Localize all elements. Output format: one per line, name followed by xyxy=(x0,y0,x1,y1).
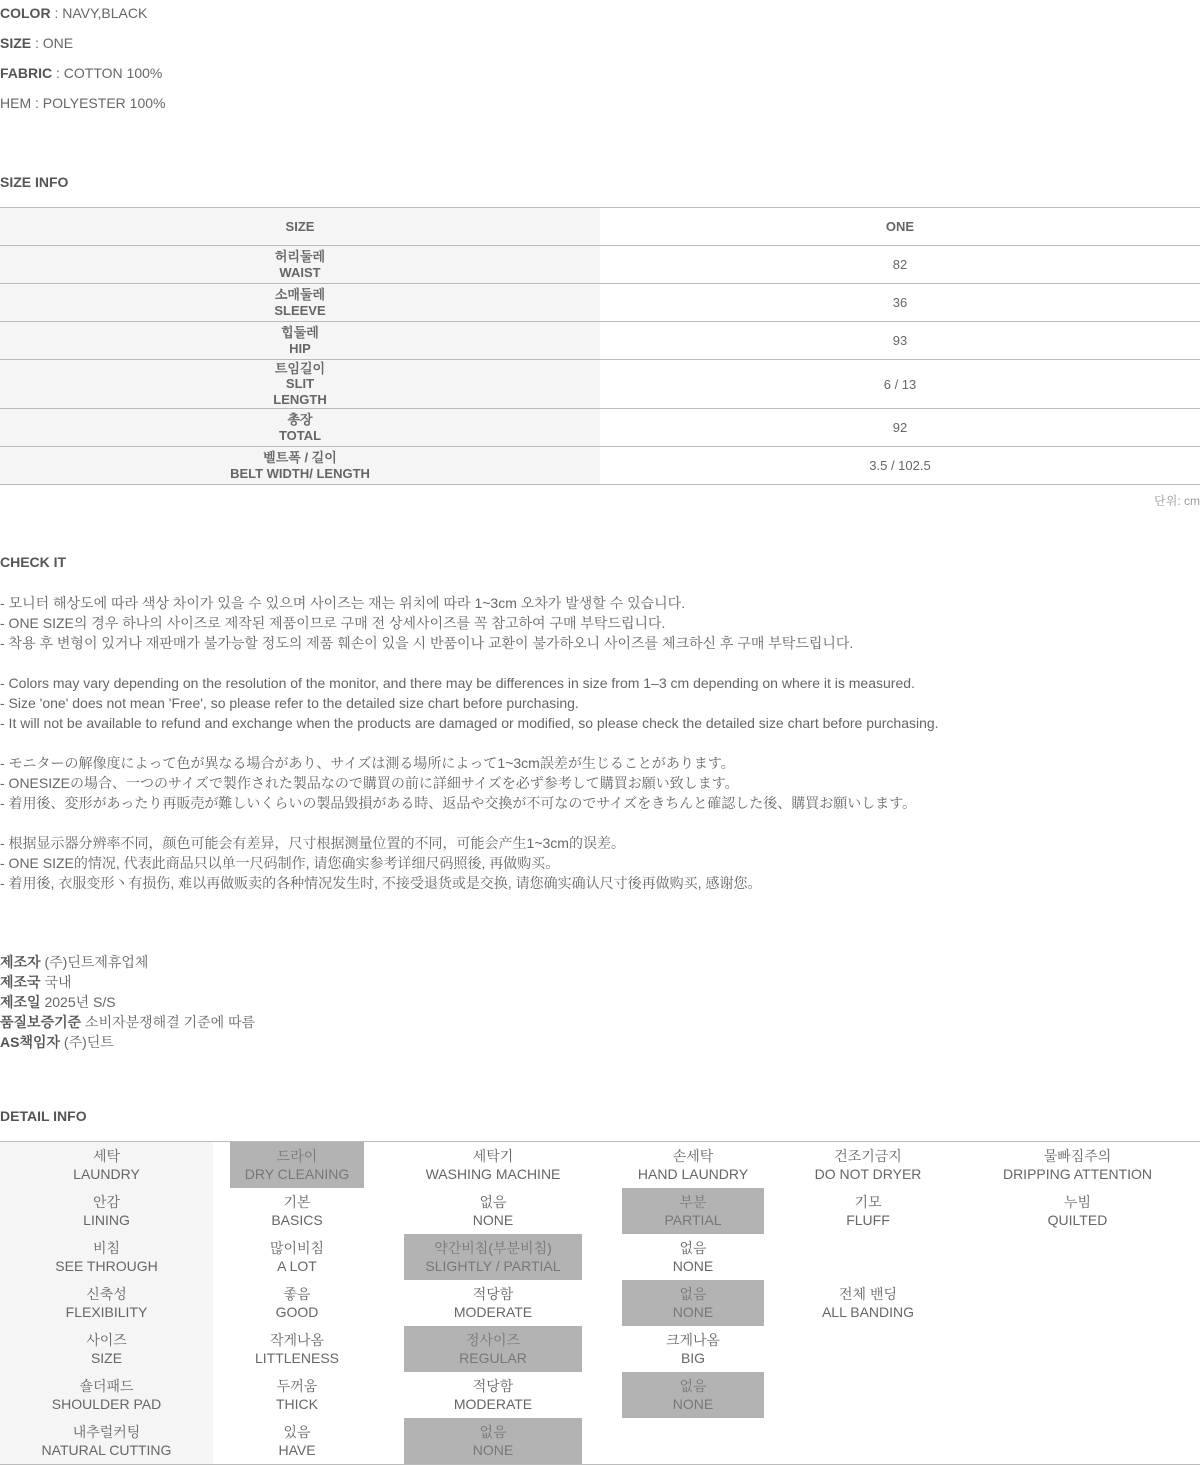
detail-option-en: ALL BANDING xyxy=(821,1304,915,1320)
detail-option-lining xyxy=(404,1188,582,1234)
detail-option-en: REGULAR xyxy=(459,1350,527,1366)
size-row-label: 총장 TOTAL xyxy=(0,409,600,446)
detail-option-lining xyxy=(955,1188,1200,1234)
size-row-value: 3.5 / 102.5 xyxy=(869,458,931,473)
detail-option-en: WASHING MACHINE xyxy=(425,1166,561,1182)
detail-option-size xyxy=(404,1326,582,1372)
detail-option-flexibility xyxy=(404,1280,582,1326)
detail-option-en: NONE xyxy=(672,1258,714,1274)
detail-option-lining xyxy=(622,1188,764,1234)
detail-label-see-through xyxy=(0,1234,213,1280)
check-it-title: CHECK IT xyxy=(0,554,67,570)
detail-option-en: PARTIAL xyxy=(664,1212,722,1228)
detail-option-ko: 손세탁 xyxy=(672,1148,714,1164)
check-it-line: - 根据显示器分辨率不同，颜色可能会有差异，尺寸根据测量位置的不同，可能会产生1~3cm的误差。 xyxy=(0,835,625,851)
size-header-value: ONE xyxy=(885,219,915,234)
detail-option-en: THICK xyxy=(276,1396,318,1412)
detail-option-ko: 건조기금지 xyxy=(834,1148,902,1164)
detail-option-ko: 없음 xyxy=(679,1286,707,1302)
mfg-country: 제조국 국내 xyxy=(0,974,72,990)
size-row-label: 벨트폭 / 길이 BELT WIDTH/ LENGTH xyxy=(0,447,600,484)
size-table xyxy=(0,207,1200,485)
check-it-line: - Colors may vary depending on the resolution of the monitor, and there may be differences in size from 1–3 cm depending on where it is measured. xyxy=(0,675,915,691)
detail-option-laundry xyxy=(404,1142,582,1188)
size-row-label: 허리둘레 WAIST xyxy=(0,246,600,283)
detail-option-natural-cutting xyxy=(230,1418,364,1464)
detail-label-natural-cutting xyxy=(0,1418,213,1464)
size-row-waist xyxy=(0,246,1200,284)
detail-option-see-through xyxy=(404,1234,582,1280)
detail-option-laundry xyxy=(955,1142,1200,1188)
detail-option-size xyxy=(230,1326,364,1372)
mfg-maker: 제조자 (주)딘트제휴업체 xyxy=(0,954,149,970)
detail-option-en: SLIGHTLY / PARTIAL xyxy=(425,1258,561,1274)
detail-option-ko: 신축성 xyxy=(86,1286,127,1302)
check-it-line: - 着用後, 衣服变形丶有损伤, 难以再做贩卖的各种情况发生时, 不接受退货或是交换, 请您确实确认尺寸後再做购买, 感谢您。 xyxy=(0,875,762,891)
detail-option-ko: 없음 xyxy=(479,1194,507,1210)
check-it-line: - ONE SIZE의 경우 하나의 사이즈로 제작된 제품이므로 구매 전 상세사이즈를 꼭 참고하여 구매 부탁드립니다. xyxy=(0,615,666,631)
size-row-value: 92 xyxy=(892,420,908,435)
detail-option-natural-cutting xyxy=(404,1418,582,1464)
check-it-line xyxy=(0,813,939,833)
detail-info-title: DETAIL INFO xyxy=(0,1108,87,1124)
detail-option-en: SIZE xyxy=(90,1350,123,1366)
detail-option-flexibility xyxy=(797,1280,939,1326)
detail-option-lining xyxy=(230,1188,364,1234)
detail-info-grid xyxy=(0,1141,1200,1465)
check-it-line xyxy=(0,653,939,673)
detail-option-ko: 있음 xyxy=(283,1424,311,1440)
detail-option-ko: 크게나옴 xyxy=(665,1332,721,1348)
detail-option-flexibility xyxy=(230,1280,364,1326)
size-row-value: 36 xyxy=(892,295,908,310)
detail-option-ko: 없음 xyxy=(679,1240,707,1256)
detail-option-ko: 적당함 xyxy=(472,1286,514,1302)
detail-option-ko: 적당함 xyxy=(472,1378,514,1394)
detail-option-ko: 좋음 xyxy=(283,1286,311,1302)
size-row-sleeve xyxy=(0,284,1200,322)
detail-option-ko: 물빠짐주의 xyxy=(1043,1148,1112,1164)
detail-option-ko: 비침 xyxy=(92,1240,121,1256)
detail-option-see-through xyxy=(622,1234,764,1280)
mfg-as: AS책임자 (주)딘트 xyxy=(0,1034,114,1050)
detail-option-en: MODERATE xyxy=(453,1304,533,1320)
detail-option-en: BASICS xyxy=(271,1212,323,1228)
size-info-title: SIZE INFO xyxy=(0,174,69,190)
detail-option-ko: 드라이 xyxy=(276,1148,318,1164)
detail-option-ko: 누빔 xyxy=(1063,1194,1092,1210)
detail-option-en: BIG xyxy=(680,1350,706,1366)
detail-option-en: LAUNDRY xyxy=(73,1166,140,1182)
detail-option-flexibility xyxy=(622,1280,764,1326)
detail-option-en: LINING xyxy=(83,1212,130,1228)
detail-label-shoulder-pad xyxy=(0,1372,213,1418)
check-it-line: - モニターの解像度によって色が異なる場合があり、サイズは測る場所によって1~3cm誤差が生じることがあります。 xyxy=(0,755,735,771)
detail-option-ko: 없음 xyxy=(679,1378,707,1394)
check-it-line: - Size 'one' does not mean 'Free', so please refer to the detailed size chart before purchasing. xyxy=(0,695,579,711)
size-row-total xyxy=(0,409,1200,447)
detail-option-ko: 약간비침(부분비침) xyxy=(434,1240,552,1256)
detail-option-shoulder-pad xyxy=(404,1372,582,1418)
detail-option-ko: 두꺼움 xyxy=(276,1378,318,1394)
size-row-slit-length xyxy=(0,360,1200,409)
detail-option-ko: 숄더패드 xyxy=(79,1378,134,1394)
detail-option-ko: 없음 xyxy=(479,1424,507,1440)
detail-option-en: HAVE xyxy=(278,1442,316,1458)
size-row-value: 6 / 13 xyxy=(883,376,917,392)
detail-option-en: A LOT xyxy=(277,1258,317,1274)
check-it-line xyxy=(0,733,939,753)
detail-option-en: DRIPPING ATTENTION xyxy=(1002,1166,1153,1182)
check-it-line: - 着用後、変形があったり再販売が難しいくらいの製品毀損がある時、返品や交換が不可なのでサイズをきちんと確認した後、購買お願いします。 xyxy=(0,795,917,811)
spec-size: SIZE : ONE xyxy=(0,35,74,51)
detail-option-en: FLUFF xyxy=(846,1212,890,1228)
detail-option-ko: 정사이즈 xyxy=(465,1332,521,1348)
detail-option-en: SEE THROUGH xyxy=(55,1258,158,1274)
detail-option-shoulder-pad xyxy=(230,1372,364,1418)
size-table-header xyxy=(0,208,1200,246)
detail-option-shoulder-pad xyxy=(622,1372,764,1418)
check-it-notes xyxy=(0,593,939,893)
detail-option-ko: 기본 xyxy=(283,1194,311,1210)
mfg-date: 제조일 2025년 S/S xyxy=(0,994,116,1010)
detail-label-size xyxy=(0,1326,213,1372)
detail-option-en: NONE xyxy=(672,1304,714,1320)
detail-option-en: FLEXIBILITY xyxy=(65,1304,148,1320)
detail-option-ko: 내추럴커팅 xyxy=(72,1424,141,1440)
detail-label-flexibility xyxy=(0,1280,213,1326)
size-header-label: SIZE xyxy=(0,208,600,245)
detail-option-ko: 전체 밴딩 xyxy=(839,1286,897,1302)
check-it-line: - 모니터 해상도에 따라 색상 차이가 있을 수 있으며 사이즈는 재는 위치에 따라 1~3cm 오차가 발생할 수 있습니다. xyxy=(0,595,686,611)
detail-option-ko: 안감 xyxy=(92,1194,121,1210)
detail-option-ko: 세탁기 xyxy=(472,1148,514,1164)
detail-option-en: DO NOT DRYER xyxy=(814,1166,922,1182)
detail-option-ko: 작게나옴 xyxy=(269,1332,325,1348)
spec-fabric: FABRIC : COTTON 100% xyxy=(0,65,163,81)
detail-option-see-through xyxy=(230,1234,364,1280)
detail-label-laundry xyxy=(0,1142,213,1188)
detail-option-size xyxy=(622,1326,764,1372)
detail-option-en: DRY CLEANING xyxy=(244,1166,350,1182)
size-row-belt xyxy=(0,447,1200,485)
detail-option-ko: 부분 xyxy=(679,1194,707,1210)
check-it-line: - ONE SIZE的情况, 代表此商品只以单一尺码制作, 请您确实参考详细尺码照後, 再做购买。 xyxy=(0,855,560,871)
size-row-value: 93 xyxy=(892,333,908,348)
size-row-label: 트임길이 SLIT LENGTH xyxy=(0,360,600,408)
detail-option-en: HAND LAUNDRY xyxy=(637,1166,749,1182)
size-row-label: 힙둘레 HIP xyxy=(0,322,600,359)
detail-option-ko: 사이즈 xyxy=(86,1332,127,1348)
detail-option-lining xyxy=(797,1188,939,1234)
size-row-value: 82 xyxy=(892,257,908,272)
detail-option-ko: 세탁 xyxy=(92,1148,121,1164)
spec-color: COLOR : NAVY,BLACK xyxy=(0,5,148,21)
detail-option-en: LITTLENESS xyxy=(254,1350,340,1366)
detail-option-laundry xyxy=(622,1142,764,1188)
detail-option-laundry xyxy=(230,1142,364,1188)
check-it-line: - 착용 후 변형이 있거나 재판매가 불가능할 정도의 제품 훼손이 있을 시 반품이나 교환이 불가하오니 사이즈를 체크하신 후 구매 부탁드립니다. xyxy=(0,635,854,651)
spec-hem: HEM : POLYESTER 100% xyxy=(0,95,166,111)
detail-label-lining xyxy=(0,1188,213,1234)
detail-option-ko: 기모 xyxy=(854,1194,882,1210)
detail-option-en: NONE xyxy=(672,1396,714,1412)
mfg-quality: 품질보증기준 소비자분쟁해결 기준에 따름 xyxy=(0,1014,256,1030)
size-row-label: 소매둘레 SLEEVE xyxy=(0,284,600,321)
detail-option-laundry xyxy=(797,1142,939,1188)
detail-option-ko: 많이비침 xyxy=(269,1240,325,1256)
detail-option-en: NONE xyxy=(472,1442,514,1458)
detail-option-en: NONE xyxy=(472,1212,514,1228)
detail-option-en: QUILTED xyxy=(1047,1212,1108,1228)
check-it-line: - It will not be available to refund and exchange when the products are damaged or modified, so please check the detailed size chart before purchasing. xyxy=(0,715,939,731)
detail-option-en: NATURAL CUTTING xyxy=(41,1442,172,1458)
detail-option-en: GOOD xyxy=(275,1304,319,1320)
manufacturer-info xyxy=(0,952,255,1052)
unit-note: 단위: cm xyxy=(1154,494,1200,508)
detail-option-en: SHOULDER PAD xyxy=(51,1396,162,1412)
detail-option-en: MODERATE xyxy=(453,1396,533,1412)
check-it-line: - ONESIZEの場合、一つのサイズで製作された製品なので購買の前に詳細サイズを必ず参考して購買お願い致します。 xyxy=(0,775,739,791)
size-row-hip xyxy=(0,322,1200,360)
